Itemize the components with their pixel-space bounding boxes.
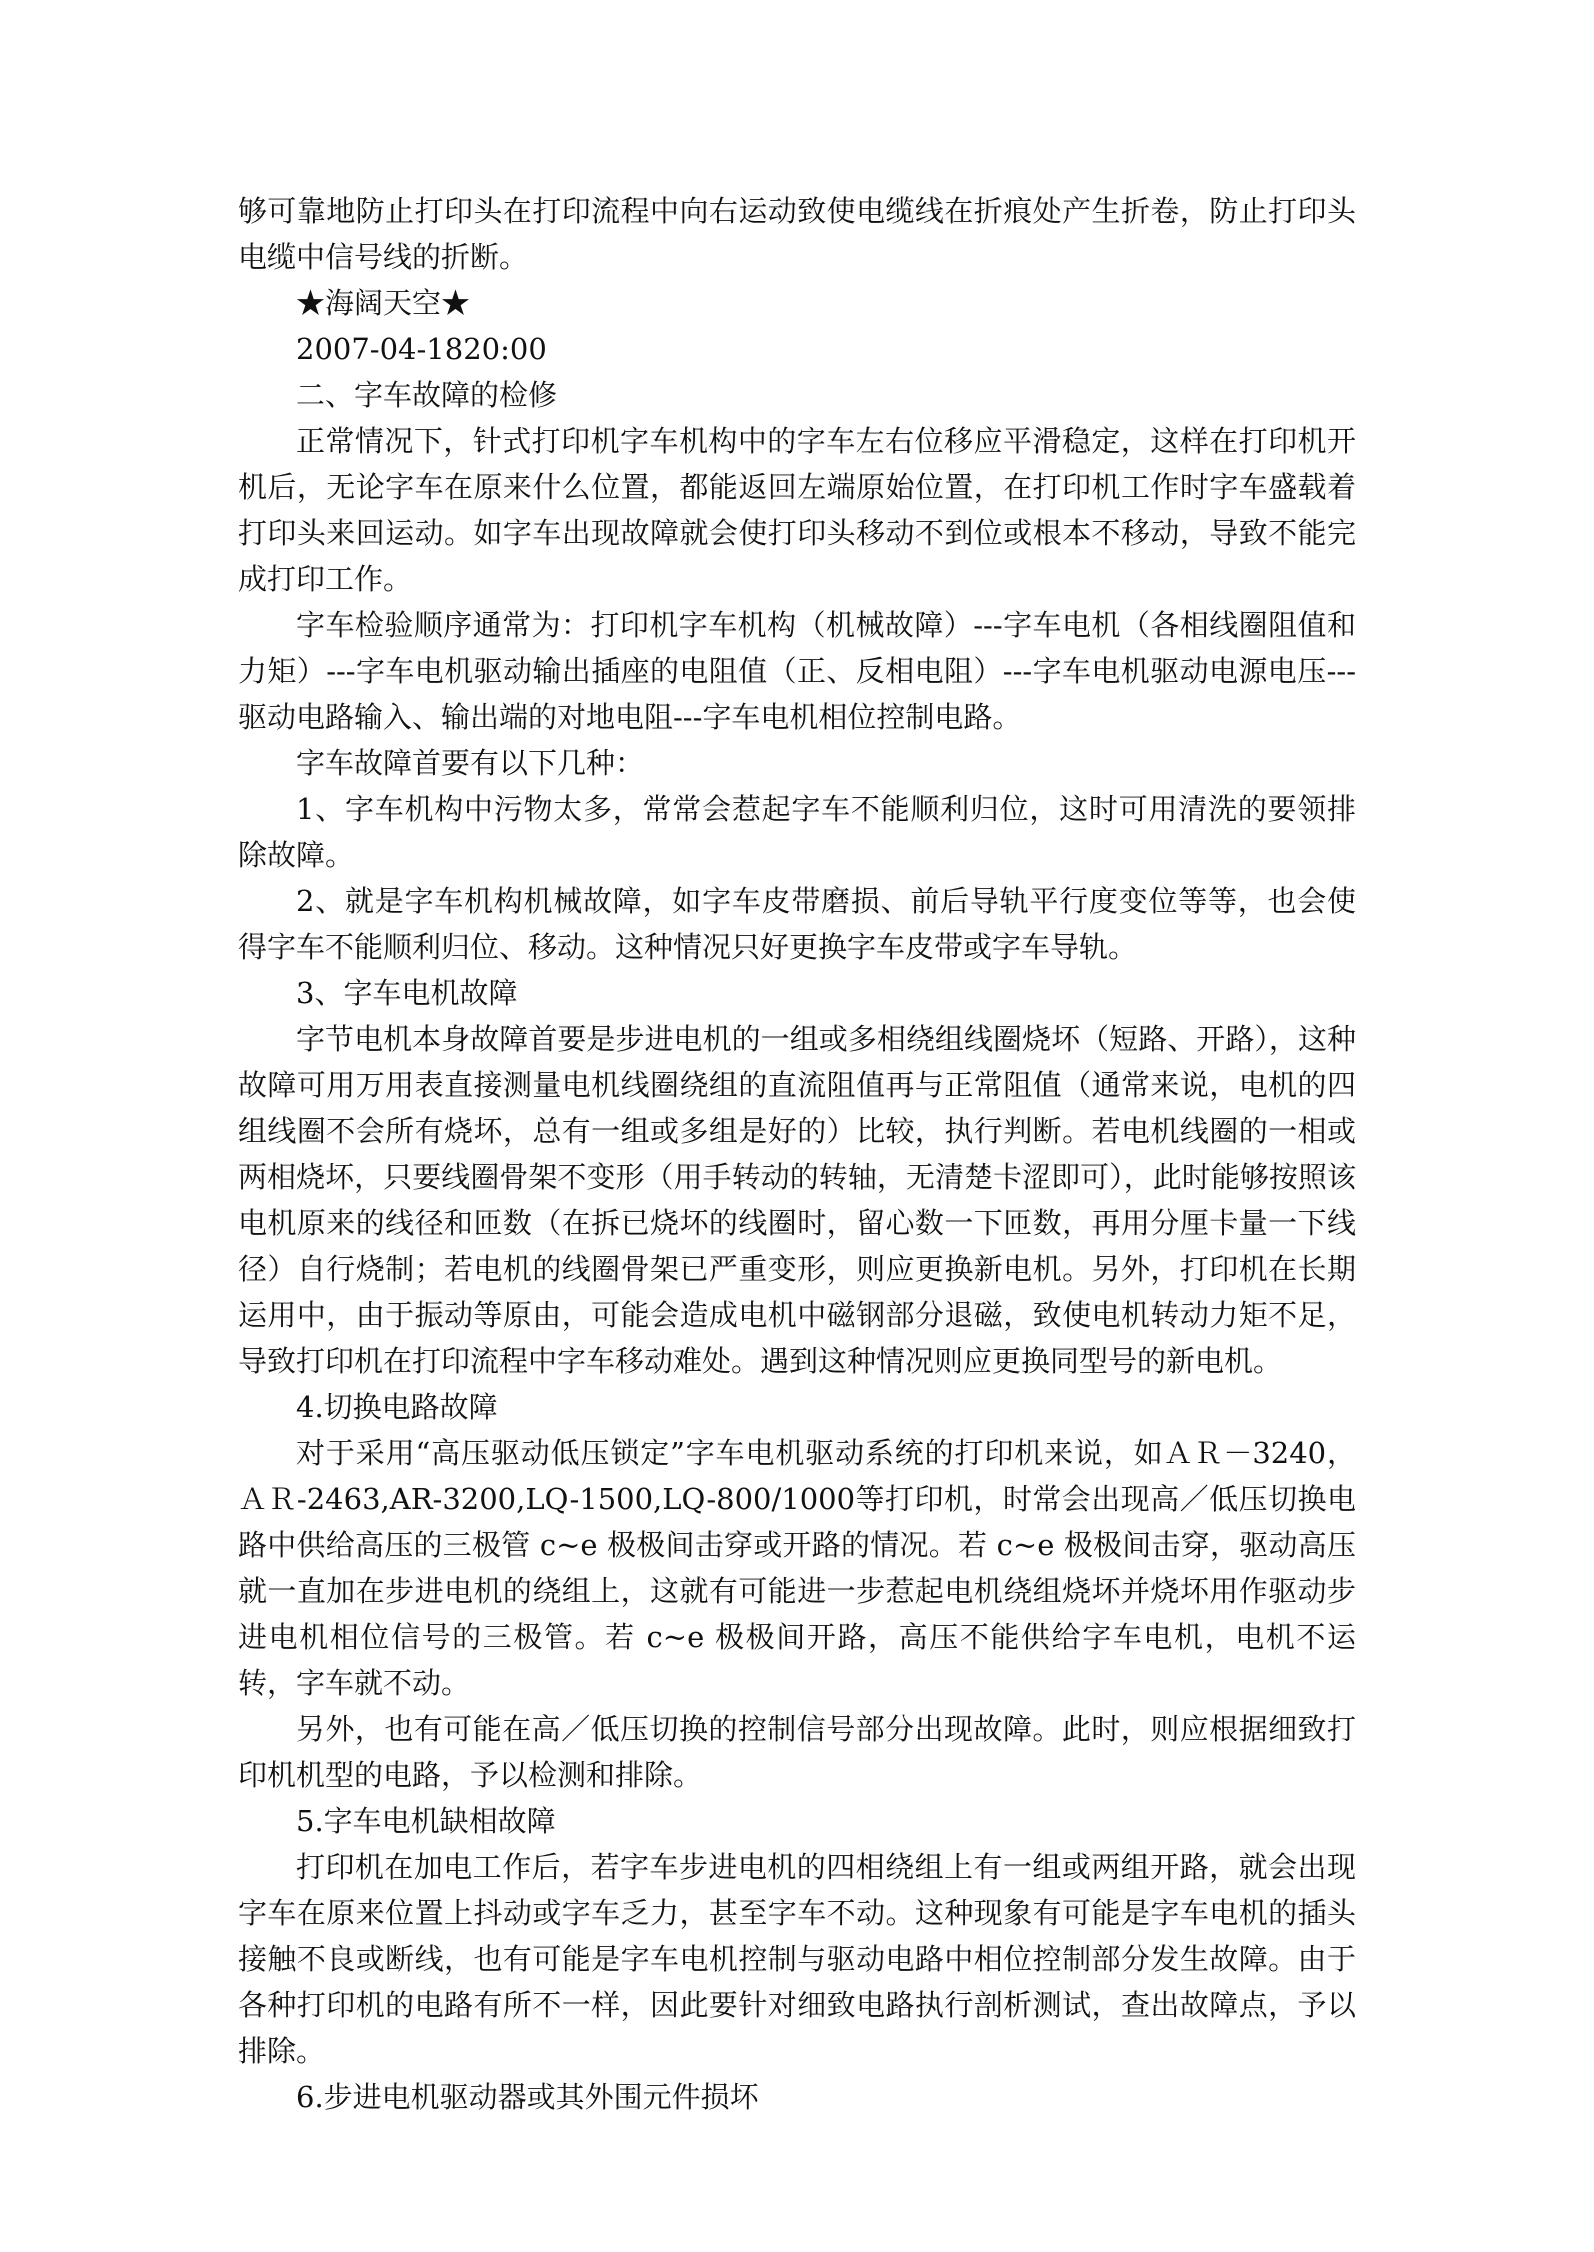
paragraph: 字节电机本身故障首要是步进电机的一组或多相绕组线圈烧坏（短路、开路），这种故障可用万用表直接测量电机线圈绕组的直流阻值再与正常阻值（通常来说，电机的四组线圈不会所有烧坏，总有一组或多组是好的）比较，执行判断。若电机线圈的一相或两相烧坏，只要线圈骨架不变形（用手转动的转轴，无清楚卡涩即可），此时能够按照该电机原来的线径和匝数（在拆已烧坏的线圈时，留心数一下匝数，再用分厘卡量一下线径）自行烧制；若电机的线圈骨架已严重变形，则应更换新电机。另外，打印机在长期运用中，由于振动等原由，可能会造成电机中磁钢部分退磁，致使电机转动力矩不足，导致打印机在打印流程中字车移动难处。遇到这种情况则应更换同型号的新电机。 [238,1022,1356,1378]
document-body [238,188,1356,2120]
paragraph: 另外，也有可能在高／低压切换的控制信号部分出现故障。此时，则应根据细致打印机机型的电路，予以检测和排除。 [238,1712,1356,1792]
section-heading: 二、字车故障的检修 [296,378,558,412]
subheading: 4.切换电路故障 [296,1390,498,1424]
paragraph-continuation: 够可靠地防止打印头在打印流程中向右运动致使电缆线在折痕处产生折卷，防止打印头电缆中信号线的折断。 [238,194,1356,274]
subheading: 3、字车电机故障 [296,976,518,1010]
list-item: 2、就是字车机构机械故障，如字车皮带磨损、前后导轨平行度变位等等，也会使得字车不能顺利归位、移动。这种情况只好更换字车皮带或字车导轨。 [238,884,1356,964]
date-line: 2007-04-1820:00 [296,332,547,366]
paragraph: 字车故障首要有以下几种： [296,746,645,780]
list-item: 1、字车机构中污物太多，常常会惹起字车不能顺利归位，这时可用清洗的要领排除故障。 [238,792,1356,872]
subheading: 5.字车电机缺相故障 [296,1804,556,1838]
paragraph: 正常情况下，针式打印机字车机构中的字车左右位移应平滑稳定，这样在打印机开机后，无论字车在原来什么位置，都能返回左端原始位置，在打印机工作时字车盛载着打印头来回运动。如字车出现故障就会使打印头移动不到位或根本不移动，导致不能完成打印工作。 [238,424,1356,596]
paragraph: 字车检验顺序通常为：打印机字车机构（机械故障）---字车电机（各相线圈阻值和力矩）---字车电机驱动输出插座的电阻值（正、反相电阻）---字车电机驱动电源电压---驱动电路输入、输出端的对地电阻---字车电机相位控制电路。 [238,608,1356,734]
paragraph: 打印机在加电工作后，若字车步进电机的四相绕组上有一组或两组开路，就会出现字车在原来位置上抖动或字车乏力，甚至字车不动。这种现象有可能是字车电机的插头接触不良或断线，也有可能是字车电机控制与驱动电路中相位控制部分发生故障。由于各种打印机的电路有所不一样，因此要针对细致电路执行剖析测试，查出故障点，予以排除。 [238,1850,1356,2068]
subheading: 6.步进电机驱动器或其外围元件损坏 [296,2080,759,2114]
paragraph: 对于采用“高压驱动低压锁定”字车电机驱动系统的打印机来说，如ＡＲ－3240，ＡＲ-2463,AR-3200,LQ-1500,LQ-800/1000等打印机，时常会出现高／低压切换电路中供给高压的三极管 c~e 极极间击穿或开路的情况。若 c~e 极极间击穿，驱动高压就一直加在步进电机的绕组上，这就有可能进一步惹起电机绕组烧坏并烧坏用作驱动步进电机相位信号的三极管。若 c~e 极极间开路，高压不能供给字车电机，电机不运转，字车就不动。 [238,1436,1356,1700]
author-line: ★海阔天空★ [296,286,471,320]
